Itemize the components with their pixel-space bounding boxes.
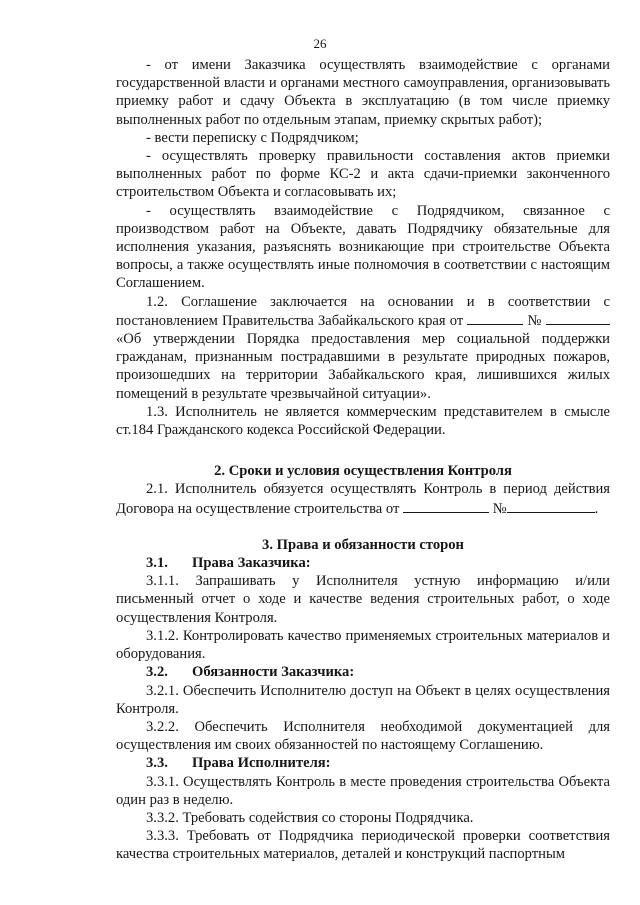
section-2-heading: 2. Сроки и условия осуществления Контроля bbox=[214, 463, 512, 480]
clause-3-3-1: 3.3.1. Осуществлять Контроль в месте проведения строительства Объекта один раз в неделю. bbox=[116, 773, 610, 808]
document-body bbox=[116, 56, 610, 864]
subsection-3-1-title: Права Заказчика: bbox=[192, 555, 311, 572]
clause-3-1-2: 3.1.2. Контролировать качество применяемых строительных материалов и оборудования. bbox=[116, 627, 610, 663]
clause-2-1-text: 2.1. Исполнитель обязуется осуществлять Контроль в период действия Договора на осуществление строительства от bbox=[116, 481, 610, 517]
clause-3-3-3: 3.3.3. Требовать от Подрядчика периодической проверки соответствия качества строительных материалов, деталей и конструкций паспортным bbox=[116, 828, 610, 863]
subsection-3-2-title: Обязанности Заказчика: bbox=[192, 664, 355, 681]
page-number: 26 bbox=[313, 36, 327, 51]
section-3-heading: 3. Права и обязанности сторон bbox=[262, 536, 464, 553]
clause-1-2-text-a: 1.2. Соглашение заключается на основании и в соответствии с постановлением Правительства Забайкальского края от bbox=[116, 293, 610, 329]
subsection-3-1-heading bbox=[116, 554, 610, 572]
subsection-3-2-number: 3.2. bbox=[146, 664, 168, 681]
contract-number-blank bbox=[507, 499, 595, 513]
subsection-3-2-heading bbox=[116, 663, 610, 681]
clause-1-2-number-sign: № bbox=[527, 312, 542, 329]
contract-date-blank bbox=[403, 499, 489, 513]
duty-item-correspondence: - вести переписку с Подрядчиком; bbox=[146, 129, 359, 146]
clause-1-3: 1.3. Исполнитель не является коммерческим представителем в смысле ст.184 Гражданского кодекса Российской Федерации. bbox=[116, 403, 610, 439]
clause-2-1 bbox=[116, 480, 610, 517]
clause-2-1-period: . bbox=[594, 500, 599, 517]
subsection-3-3-number: 3.3. bbox=[146, 755, 168, 772]
number-blank bbox=[546, 311, 610, 325]
subsection-3-3-title: Права Исполнителя: bbox=[192, 755, 331, 772]
clause-3-1-1: 3.1.1. Запрашивать у Исполнителя устную информацию и/или письменный отчет о ходе и качестве ведения строительных работ, о ходе осуществления Контроля. bbox=[116, 573, 610, 626]
duty-item-acts-check: - осуществлять проверку правильности составления актов приемки выполненных работ по форме КС-2 и акта сдачи-приемки законченного строительством Объекта и согласовывать их; bbox=[116, 148, 610, 201]
clause-1-2 bbox=[116, 293, 610, 403]
clause-1-2-text-c: «Об утверждении Порядка предоставления мер социальной поддержки гражданам, признанным пострадавшими в результате природных пожаров, произошедших на территории Забайкальского края, лишившихся жилых помещений в результате чрезвычайной ситуации». bbox=[116, 331, 610, 402]
date-blank bbox=[467, 311, 523, 325]
subsection-3-1-number: 3.1. bbox=[146, 555, 168, 572]
clause-3-2-2: 3.2.2. Обеспечить Исполнителя необходимой документацией для осуществления им своих обязанностей по настоящему Соглашению. bbox=[116, 718, 610, 754]
duty-item-contractor-interaction: - осуществлять взаимодействие с Подрядчиком, связанное с производством работ на Объекте, давать Подрядчику обязательные для исполнения указания, разъяснять возникающие при строительстве Объекта вопросы, а также осуществлять иные полномочия в соответствии с настоящим Соглашением. bbox=[116, 202, 610, 292]
clause-3-2-1: 3.2.1. Обеспечить Исполнителю доступ на Объект в целях осуществления Контроля. bbox=[116, 682, 610, 717]
subsection-3-3-heading bbox=[116, 754, 610, 772]
clause-3-3-2: 3.3.2. Требовать содействия со стороны Подрядчика. bbox=[146, 809, 474, 826]
duty-item-interaction: - от имени Заказчика осуществлять взаимодействие с органами государственной власти и органами местного самоуправления, организовывать приемку работ и сдачу Объекта в эксплуатацию (в том числе приемку выполненных работ по отдельным этапам, приемку скрытых работ); bbox=[116, 57, 610, 128]
clause-2-1-number-sign: № bbox=[492, 500, 507, 517]
